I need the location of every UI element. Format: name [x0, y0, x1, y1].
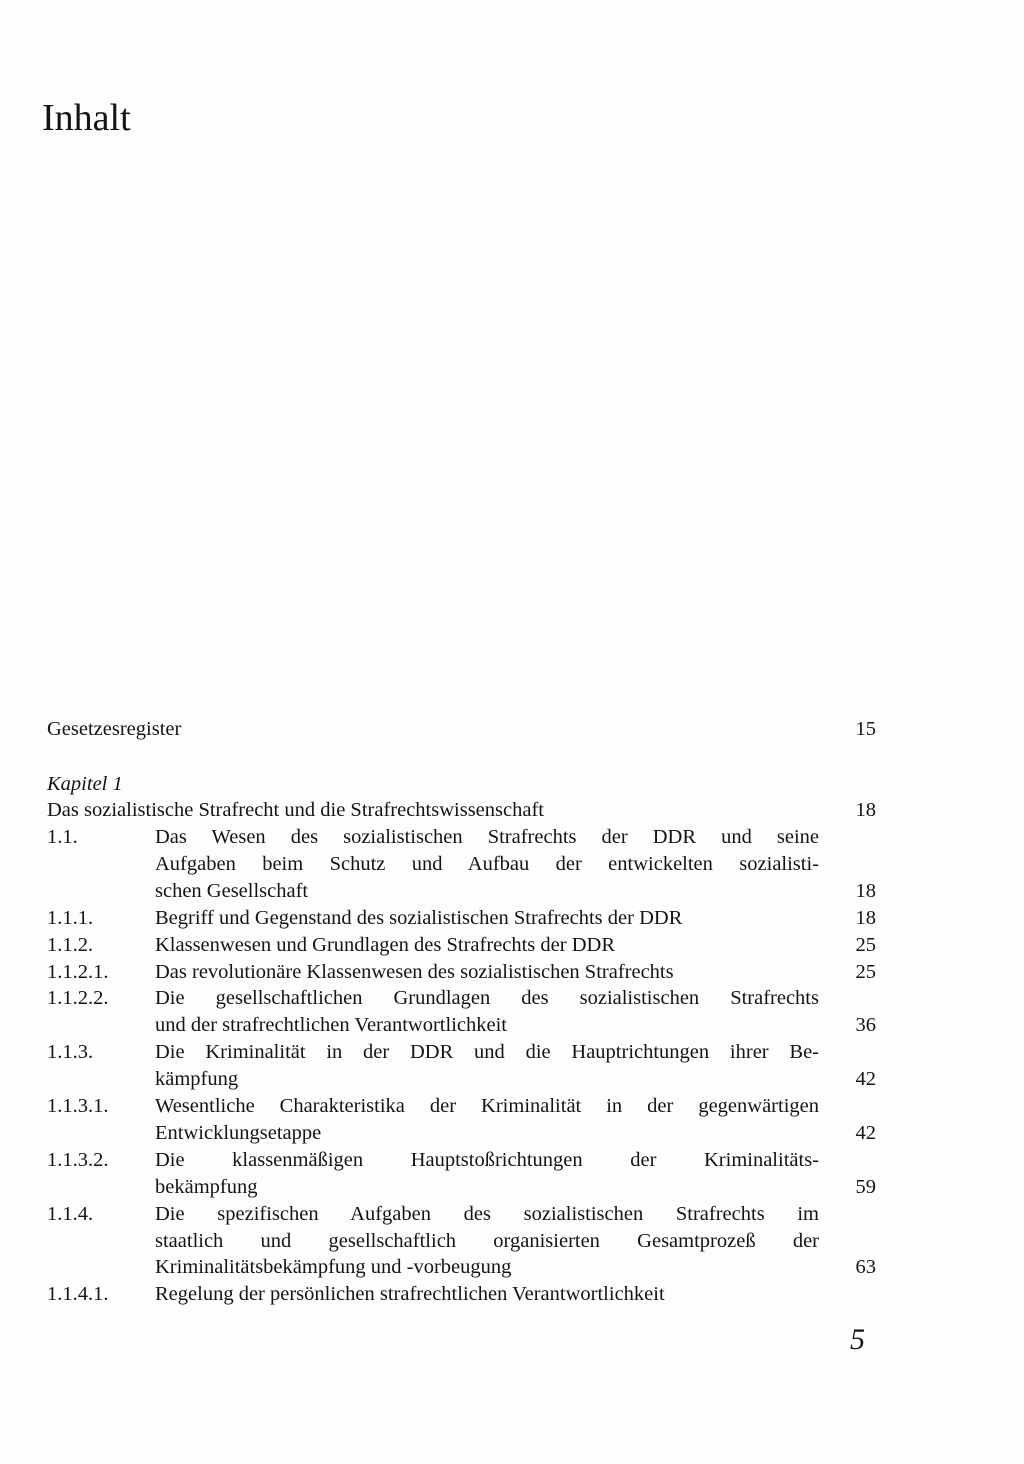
toc-entry-page: 18: [855, 906, 876, 929]
toc-entry-line: [0, 1147, 1024, 1174]
chapter-label-line: [0, 771, 1024, 798]
toc-register-text: Gesetzesregister: [47, 718, 182, 740]
toc-entry-text: staatlich und gesellschaftlich organisierten Gesamtprozeß der: [155, 1229, 819, 1252]
toc-entry-page: 25: [855, 933, 876, 956]
toc-entry-page: 25: [855, 960, 876, 983]
toc-entry-text: bekämpfung: [155, 1175, 258, 1198]
chapter-label: Kapitel 1: [47, 773, 123, 795]
toc-entry-number: 1.1.4.1.: [47, 1283, 109, 1306]
toc-entry-text: Aufgaben beim Schutz und Aufbau der entwickelten sozialisti-: [155, 852, 819, 875]
toc-entry-line: [0, 824, 1024, 851]
toc-entry-line: [0, 1201, 1024, 1228]
toc-entry-text: Begriff und Gegenstand des sozialistischen Strafrechts der DDR: [155, 906, 683, 929]
toc-entry-text: Die klassenmäßigen Hauptstoßrichtungen der Kriminalitäts-: [155, 1148, 819, 1171]
toc-entry-text: Das revolutionäre Klassenwesen des sozialistischen Strafrechts: [155, 960, 674, 983]
toc-entry-page: 42: [855, 1068, 876, 1091]
toc-entry-number: 1.1.4.: [47, 1202, 94, 1225]
toc-entry-line: [0, 1012, 1024, 1039]
chapter-title: Das sozialistische Strafrecht und die Strafrechtswissenschaft: [47, 799, 544, 821]
toc-entry-line: [0, 1281, 1024, 1308]
toc-entry-line: [0, 1066, 1024, 1093]
toc-entry-line: [0, 1254, 1024, 1281]
toc-entry-line: [0, 851, 1024, 878]
chapter-title-page: 18: [855, 799, 876, 821]
toc-entry-page: 63: [855, 1256, 876, 1279]
toc-entry-line: [0, 1174, 1024, 1201]
toc-entry-text: Kriminalitätsbekämpfung und -vorbeugung: [155, 1256, 512, 1279]
toc-entry-text: Wesentliche Charakteristika der Kriminalität in der gegenwärtigen: [155, 1095, 819, 1117]
toc-entry-number: 1.1.3.1.: [47, 1095, 109, 1117]
toc-entry-text: Die Kriminalität in der DDR und die Hauptrichtungen ihrer Be-: [155, 1041, 819, 1064]
toc-entry-number: 1.1.2.2.: [47, 987, 109, 1010]
toc-entry-number: 1.1.2.: [47, 933, 94, 956]
toc-entry-text: und der strafrechtlichen Verantwortlichkeit: [155, 1014, 507, 1037]
toc-entry-number: 1.1.2.1.: [47, 960, 109, 983]
toc-entry-text: Klassenwesen und Grundlagen des Strafrechts der DDR: [155, 933, 615, 956]
toc-entry-line: [0, 905, 1024, 932]
toc-entry-line: [0, 932, 1024, 959]
toc-entry-line: [0, 1120, 1024, 1147]
chapter-title-line: [0, 797, 1024, 824]
page-title: Inhalt: [42, 97, 131, 139]
toc-entry-line: [0, 985, 1024, 1012]
toc-entry-number: 1.1.1.: [47, 906, 94, 929]
toc-register-line: [0, 716, 1024, 743]
toc-entry-text: kämpfung: [155, 1068, 239, 1091]
toc-entry-line: [0, 959, 1024, 986]
toc-entry-text: Die spezifischen Aufgaben des sozialistischen Strafrechts im: [155, 1202, 819, 1225]
toc-entry-page: 18: [855, 879, 876, 902]
toc-entry-page: 59: [855, 1175, 876, 1198]
toc-entry-text: Regelung der persönlichen strafrechtlichen Verantwortlichkeit: [155, 1283, 665, 1306]
toc-entry-page: 36: [855, 1014, 876, 1037]
toc-entry-number: 1.1.3.2.: [47, 1148, 109, 1171]
toc-entry-line: [0, 1093, 1024, 1120]
toc-entry-text: Die gesellschaftlichen Grundlagen des sozialistischen Strafrechts: [155, 987, 819, 1010]
toc-entry-line: [0, 1228, 1024, 1255]
toc-entry-page: 42: [855, 1121, 876, 1144]
toc-entry-text: schen Gesellschaft: [155, 879, 309, 902]
toc-entry-text: Das Wesen des sozialistischen Strafrechts der DDR und seine: [155, 826, 819, 848]
toc-entry-text: Entwicklungsetappe: [155, 1121, 322, 1144]
page-number: 5: [850, 1323, 865, 1356]
toc-entry-number: 1.1.3.: [47, 1041, 94, 1064]
toc-entry-number: 1.1.: [47, 826, 78, 848]
toc-register-page: 15: [855, 718, 876, 740]
toc-entry-line: [0, 878, 1024, 905]
toc-entry-line: [0, 1039, 1024, 1066]
